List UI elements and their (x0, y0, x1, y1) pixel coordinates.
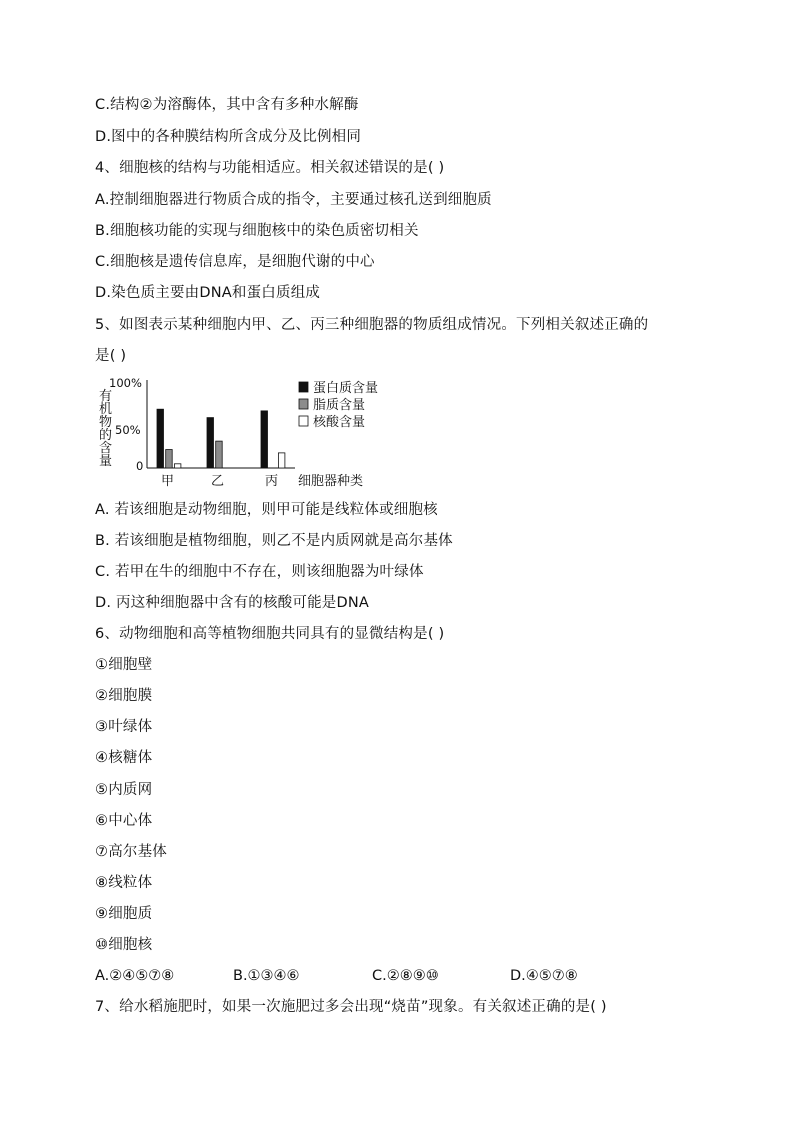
y-tick-0: 0 (136, 459, 144, 473)
q6-stem: 6、动物细胞和高等植物细胞共同具有的显微结构是( ) (95, 626, 445, 642)
q4-option-c: C.细胞核是遗传信息库，是细胞代谢的中心 (95, 254, 375, 270)
q6-item: ⑤内质网 (95, 782, 153, 798)
y-tick-100: 100% (109, 376, 142, 390)
legend-label: 脂质含量 (313, 398, 366, 413)
q7-stem: 7、给水稻施肥时，如果一次施肥过多会出现“烧苗”现象。有关叙述正确的是( ) (95, 999, 607, 1015)
legend-label: 核酸含量 (313, 415, 366, 430)
bar-0-0 (157, 409, 164, 468)
bar-2-0 (261, 411, 268, 468)
bar-0-1 (166, 450, 173, 468)
q6-choice-c: C.②⑧⑨⑩ (372, 968, 439, 984)
q6-choices (95, 966, 715, 986)
q6-item: ③叶绿体 (95, 719, 153, 735)
y-tick-50: 50% (115, 423, 141, 437)
legend-swatch (299, 416, 308, 426)
q6-item: ⑨细胞质 (95, 906, 153, 922)
q6-item: ⑥中心体 (95, 813, 153, 829)
y-axis-label-char: 的 (99, 428, 113, 443)
q6-item: ②细胞膜 (95, 688, 153, 704)
legend-swatch (299, 382, 308, 392)
q5-option-a: A. 若该细胞是动物细胞，则甲可能是线粒体或细胞核 (95, 502, 438, 518)
q3-option-d: D.图中的各种膜结构所含成分及比例相同 (95, 129, 362, 145)
q4-option-b: B.细胞核功能的实现与细胞核中的染色质密切相关 (95, 223, 419, 239)
q4-option-d: D.染色质主要由DNA和蛋白质组成 (95, 285, 321, 301)
chart-y-axis-label (99, 389, 112, 469)
q3-option-c: C.结构②为溶酶体，其中含有多种水解酶 (95, 97, 359, 113)
legend-swatch (299, 399, 308, 409)
q6-item: ⑧线粒体 (95, 875, 153, 891)
organelle-composition-chart (95, 372, 415, 490)
y-axis-label-char: 机 (99, 402, 113, 417)
legend-label: 蛋白质含量 (313, 381, 379, 396)
q6-item: ⑦高尔基体 (95, 844, 167, 860)
q6-choice-d: D.④⑤⑦⑧ (510, 968, 578, 984)
x-category-label: 丙 (265, 474, 279, 489)
q6-item: ⑩细胞核 (95, 937, 153, 953)
y-axis-label-char: 物 (99, 415, 113, 430)
bar-1-0 (207, 418, 214, 468)
bar-0-2 (174, 464, 181, 468)
q4-stem: 4、细胞核的结构与功能相适应。相关叙述错误的是( ) (95, 160, 445, 176)
q4-option-a: A.控制细胞器进行物质合成的指令，主要通过核孔送到细胞质 (95, 192, 492, 208)
y-axis-label-char: 有 (99, 389, 113, 404)
bar-2-2 (278, 453, 285, 468)
q5-stem-cont: 是( ) (95, 348, 127, 364)
x-axis-label: 细胞器种类 (298, 474, 364, 489)
q6-item: ④核糖体 (95, 750, 153, 766)
q5-option-d: D. 丙这种细胞器中含有的核酸可能是DNA (95, 595, 370, 611)
q6-choice-b: B.①③④⑥ (233, 968, 300, 984)
x-category-label: 甲 (161, 474, 175, 489)
x-category-label: 乙 (211, 474, 225, 489)
q6-choice-a: A.②④⑤⑦⑧ (95, 968, 175, 984)
q5-stem: 5、如图表示某种细胞内甲、乙、丙三种细胞器的物质组成情况。下列相关叙述正确的 (95, 317, 649, 333)
bar-1-1 (216, 441, 223, 468)
q6-item: ①细胞壁 (95, 657, 153, 673)
q5-option-b: B. 若该细胞是植物细胞，则乙不是内质网就是高尔基体 (95, 533, 453, 549)
y-axis-label-char: 量 (99, 454, 113, 469)
y-axis-label-char: 含 (99, 441, 113, 456)
q5-option-c: C. 若甲在牛的细胞中不存在，则该细胞器为叶绿体 (95, 564, 424, 580)
